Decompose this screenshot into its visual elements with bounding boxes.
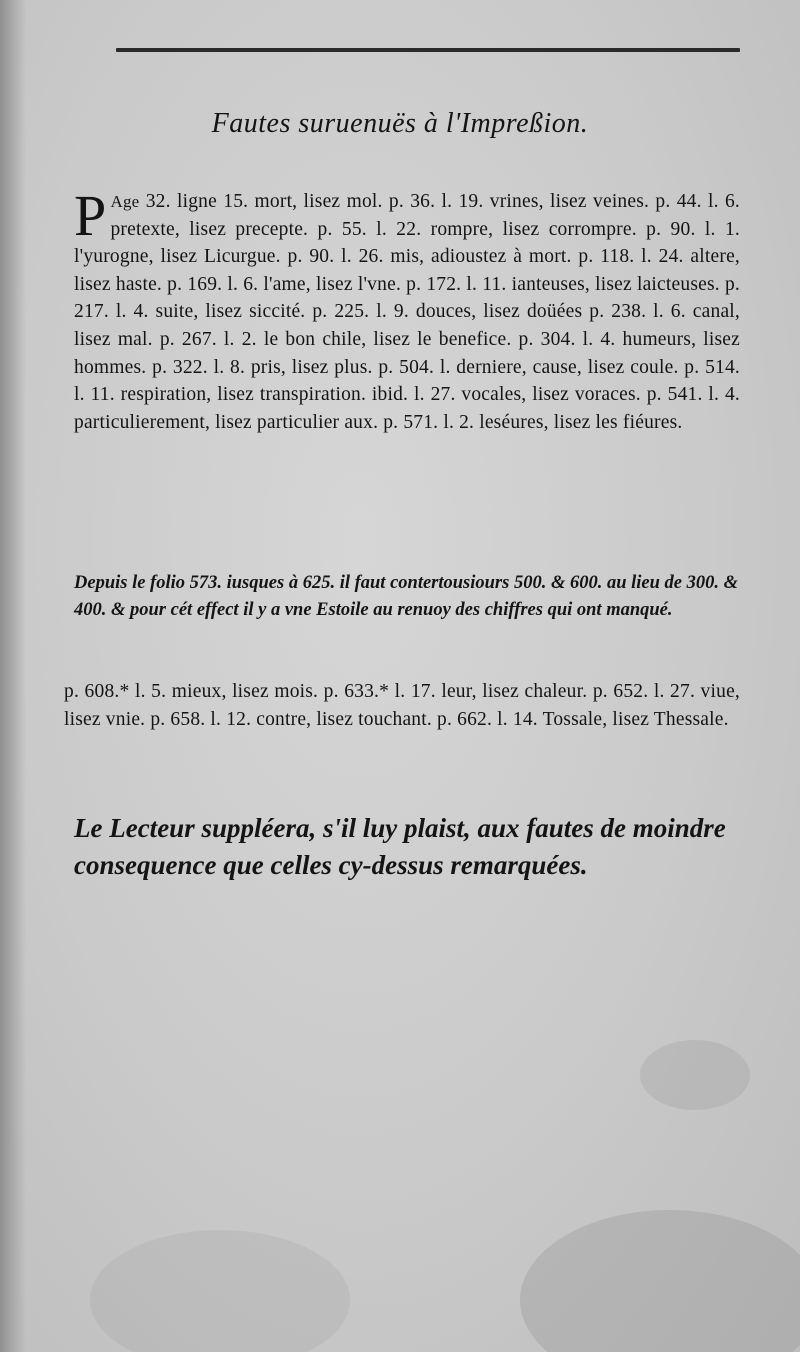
page-gutter-shadow [0, 0, 26, 1352]
errata-list [74, 183, 741, 436]
closing-note: Le Lecteur suppléera, s'il luy plaist, aux fautes de moindre consequence que celles cy-dessus remarquées. [74, 813, 726, 880]
drop-cap-rest: Age [110, 192, 140, 211]
errata-list-continued: p. 608.* l. 5. mieux, lisez mois. p. 633.* l. 17. leur, lisez chaleur. p. 652. l. 27. viue, lisez vnie. p. 658. l. 12. contre, lisez touchant. p. 662. l. 14. Tossale, lisez Thessale. [64, 681, 740, 730]
paper-stain [640, 1040, 750, 1110]
drop-cap: P [74, 183, 107, 248]
page-title: Fautes suruenuës à l'Impreßion. [211, 108, 589, 139]
pagination-note: Depuis le folio 573. iusques à 625. il faut contertousiours 500. & 600. au lieu de 300. & 400. & pour cét effect il y a vne Estoile au renuoy des chiffres qui ont manqué. [74, 573, 739, 620]
errata-text: 32. ligne 15. mort, lisez mol. p. 36. l. 19. vrines, lisez veines. p. 44. l. 6. pretexte, lisez precepte. p. 55. l. 22. rompre, lisez corrompre. p. 90. l. 1. l'yurogne, lisez Licurgue. p. 90. l. 26. mis, adioustez à mort. p. 118. l. 24. altere, lisez haste. p. 169. l. 6. l'ame, lisez l'vne. p. 172. l. 11. ianteuses, lisez laicteuses. p. 217. l. 4. suite, lisez siccité. p. 225. l. 9. douces, lisez doüées p. 238. l. 6. canal, lisez mal. p. 267. l. 2. le bon chile, lisez le benefice. p. 304. l. 4. humeurs, lisez hommes. p. 322. l. 8. pris, lisez plus. p. 504. l. derniere, cause, lisez coule. p. 514. l. 11. respiration, lisez transpiration. ibid. l. 27. vocales, lisez voraces. p. 541. l. 4. particulierement, lisez particulier aux. p. 571. l. 2. leséures, lisez les fiéures. [74, 191, 741, 433]
top-rule [116, 48, 740, 52]
paper-stain [90, 1230, 350, 1352]
paper-stain [520, 1210, 800, 1352]
